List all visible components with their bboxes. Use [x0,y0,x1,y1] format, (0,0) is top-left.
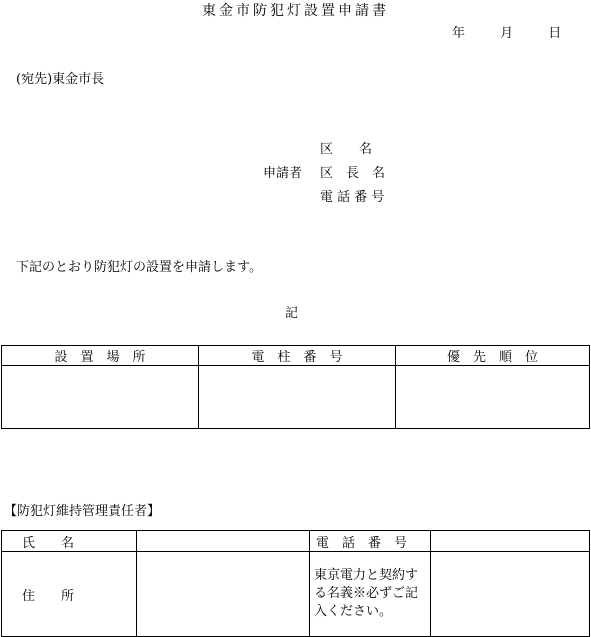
date-month-label: 月 [500,26,514,41]
table-row [2,552,590,637]
name-label-cell [2,531,137,552]
document-title: 東金市防犯灯設置申請書 [202,3,389,19]
date-year-label: 年 [452,26,466,41]
date-line [452,22,572,41]
header-priority: 優 先 順 位 [396,346,590,366]
header-location: 設 置 場 所 [2,346,199,366]
phone-label-cell [310,531,431,552]
manager-table [1,530,590,637]
address-label: 住 所 [22,588,75,604]
priority-cell[interactable] [396,366,590,429]
contract-name-input-cell[interactable] [431,552,590,637]
contract-name-note: 東京電力と契約する名義※必ずご記入ください。 [310,552,431,637]
manager-phone-label: 電 話 番 号 [316,535,408,551]
pole-number-cell[interactable] [199,366,396,429]
date-day-label: 日 [548,26,562,41]
address-input-cell[interactable] [137,552,310,637]
phone-input-cell[interactable] [431,531,590,552]
table-row [2,366,590,429]
table-row [2,531,590,552]
ki-heading: 記 [285,306,299,321]
table-header-row [2,346,590,366]
location-table [1,345,590,429]
manager-section-title: 【防犯灯維持管理責任者】 [4,504,161,519]
district-name-label: 区 名 [320,142,373,157]
applicant-label: 申請者 [263,166,303,181]
phone-number-label: 電 話 番 号 [320,190,385,205]
address-label-cell [2,552,137,637]
intro-text: 下記のとおり防犯灯の設置を申請します。 [16,260,262,275]
name-label: 氏 名 [22,535,75,551]
addressee: (宛先)東金市長 [16,72,105,87]
header-pole-number: 電 柱 番 号 [199,346,396,366]
name-input-cell[interactable] [137,531,310,552]
location-cell[interactable] [2,366,199,429]
district-head-label: 区 長 名 [320,166,386,181]
